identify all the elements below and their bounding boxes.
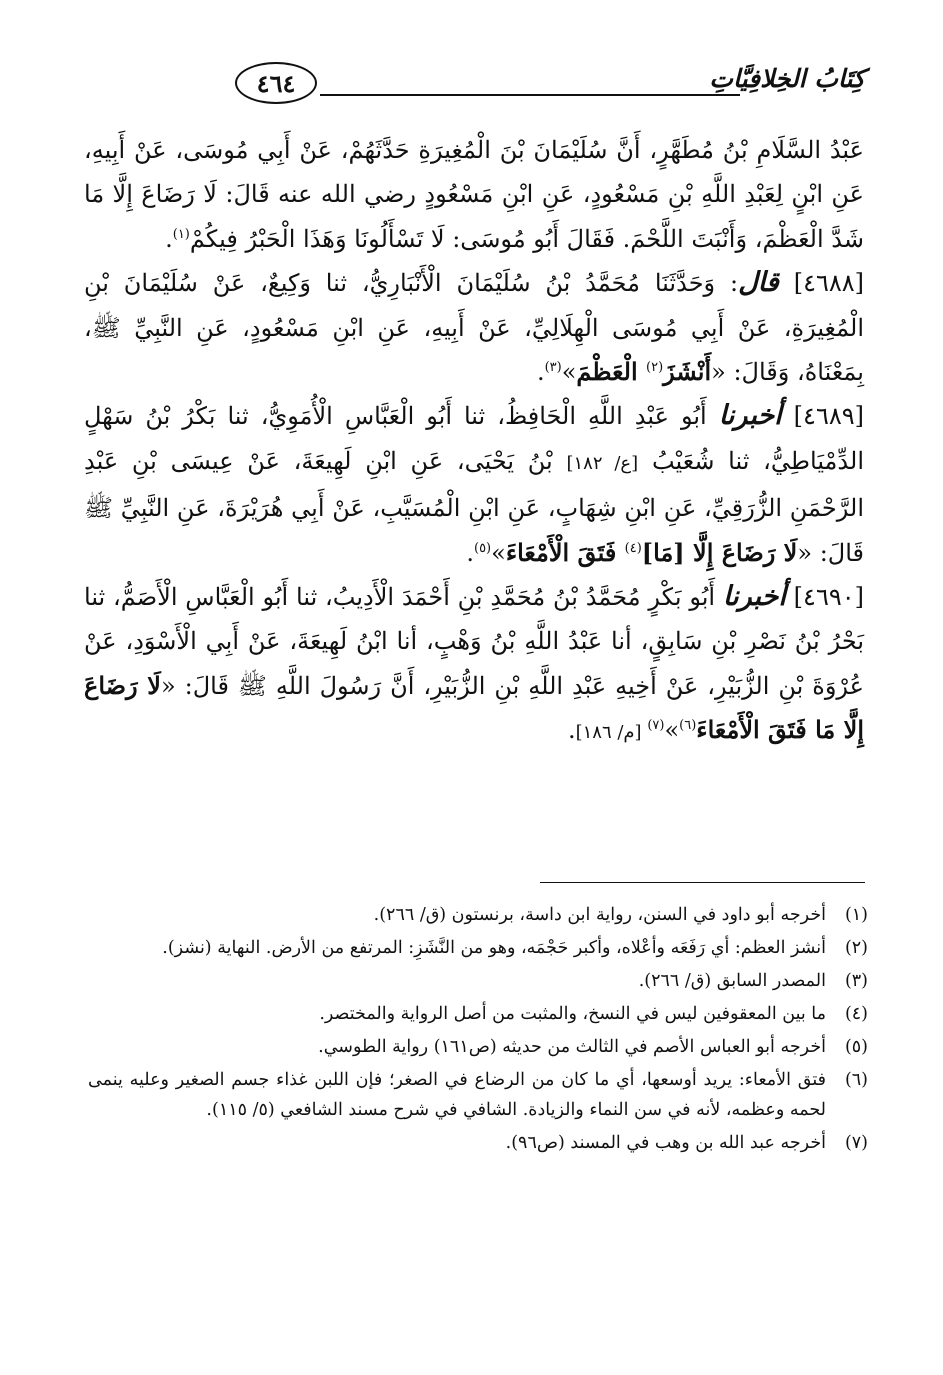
footnote-item	[88, 933, 868, 963]
footnote-number: (٣)	[844, 971, 868, 991]
narration-intro: أخبرنا	[722, 581, 786, 613]
footnote-item	[88, 1128, 868, 1158]
main-text	[84, 128, 864, 756]
manuscript-reference: [ع/ ١٨٢]	[566, 452, 639, 474]
paragraph-text: أَبُو عَبْدِ اللَّهِ الْحَافِظُ، ثنا أَبُو الْعَبَّاسِ الْأُمَوِيُّ، ثنا بَكْرُ بْنُ سَهْلٍ الدِّمْيَاطِيُّ، ثنا شُعَيْبُ	[84, 402, 864, 475]
hadith-quote: الْعَظْمَ	[576, 357, 646, 387]
footnote-marker: (١)	[172, 226, 190, 242]
footnote-marker: (٤)	[624, 540, 642, 556]
paragraph-text: : وَحَدَّثَنَا مُحَمَّدُ بْنُ سُلَيْمَانَ الْأَنْبَارِيُّ، ثنا وَكِيعٌ، عَنْ سُلَيْمَانَ بْنِ الْمُغِيرَةِ، عَنْ أَبِي مُوسَى الْهِلَالِيِّ، عَنْ أَبِيهِ، عَنِ ابْنِ مَسْعُودٍ، عَنِ النَّبِيِّ ﷺ، بِمَعْنَاهُ، وَقَالَ: «	[84, 269, 864, 387]
footnote-text: المصدر السابق (ق/ ٢٦٦).	[638, 971, 826, 991]
narration-intro: قال	[738, 267, 779, 299]
hadith-number: [٤٦٨٩]	[793, 402, 864, 431]
footnote-item	[88, 1032, 868, 1062]
footnote-number: (٢)	[844, 938, 868, 958]
footnote-text: فتق الأمعاء: يريد أوسعها، أي ما كان من الرضاع في الصغر؛ فإن اللبن غذاء جسم الصغير وعليه ينمى لحمه وعظمه، لأنه في سن النماء والزيادة. الشافي في شرح مسند الشافعي (٥/ ١١٥).	[88, 1070, 826, 1120]
paragraph-text: بْنُ يَحْيَى، عَنِ ابْنِ لَهِيعَةَ، عَنْ عِيسَى بْنِ عَبْدِ الرَّحْمَنِ الزُّرَقِيِّ، عَنِ ابْنِ شِهَابٍ، عَنِ ابْنِ الْمُسَيَّبِ، عَنْ أَبِي هُرَيْرَةَ، عَنِ النَّبِيِّ ﷺ قَالَ: «	[84, 446, 864, 567]
running-header	[85, 58, 865, 108]
footnote-marker: (٢)	[646, 360, 664, 376]
footnote-text: أخرجه أبو داود في السنن، رواية ابن داسة، برنستون (ق/ ٢٦٦).	[373, 905, 826, 925]
footnote-text: أنشز العظم: أي رَفَعَه وأعْلاه، وأكبر حَجْمَه، وهو من النَّشَزِ: المرتفع من الأرض. النهاية (نشز).	[162, 938, 826, 958]
quote-close: »	[664, 716, 680, 745]
hadith-number: [٤٦٨٨]	[793, 269, 864, 298]
page-number-badge: ٤٦٤	[235, 62, 317, 104]
sentence-end: .	[536, 358, 545, 387]
footnote-marker: (٧)	[647, 718, 665, 734]
footnote-number: (١)	[844, 905, 868, 925]
footnote-number: (٤)	[844, 1004, 868, 1024]
quote-close: »	[491, 538, 506, 567]
footnotes	[88, 900, 868, 1161]
footnote-item	[88, 966, 868, 996]
sentence-end: .	[466, 538, 474, 567]
hadith-4690	[84, 575, 864, 756]
hadith-4688	[84, 261, 864, 394]
footnote-text: ما بين المعقوفين ليس في النسخ، والمثبت من أصل الرواية والمختصر.	[319, 1004, 826, 1024]
hadith-number: [٤٦٩٠]	[793, 583, 864, 612]
manuscript-reference: [م/ ١٨٦]	[575, 722, 648, 744]
narration-intro: أخبرنا	[718, 400, 782, 432]
hadith-4689	[84, 394, 864, 575]
footnote-number: (٧)	[844, 1133, 868, 1153]
quote-close: »	[561, 358, 577, 387]
footnote-marker: (٦)	[679, 718, 697, 734]
sentence-end: .	[567, 716, 576, 745]
footnote-number: (٥)	[844, 1037, 868, 1057]
paragraph-text: عَبْدُ السَّلَامِ بْنُ مُطَهَّرٍ، أَنَّ سُلَيْمَانَ بْنَ الْمُغِيرَةِ حَدَّثَهُمْ، عَنْ أَبِي مُوسَى، عَنْ أَبِيهِ، عَنِ ابْنٍ لِعَبْدِ اللَّهِ بْنِ مَسْعُودٍ، عَنِ ابْنِ مَسْعُودٍ رضي الله عنه قَالَ: لَا رَضَاعَ إِلَّا مَا شَدَّ الْعَظْمَ، وَأَنْبَتَ اللَّحْمَ. فَقَالَ أَبُو مُوسَى: لَا تَسْأَلُونَا وَهَذَا الْحَبْرُ فِيكُمْ	[84, 136, 864, 253]
hadith-quote: أَنْشَزَ	[663, 357, 712, 387]
paragraph-continuation: عَبْدُ السَّلَامِ بْنُ مُطَهَّرٍ، أَنَّ سُلَيْمَانَ بْنَ الْمُغِيرَةِ حَدَّثَهُمْ، عَنْ أَبِي مُوسَى، عَنْ أَبِيهِ، عَنِ ابْنٍ لِعَبْدِ اللَّهِ بْنِ مَسْعُودٍ، عَنِ ابْنِ مَسْعُودٍ رضي الله عنه قَالَ: لَا رَضَاعَ إِلَّا مَا شَدَّ الْعَظْمَ، وَأَنْبَتَ اللَّحْمَ. فَقَالَ أَبُو مُوسَى: لَا تَسْأَلُونَا وَهَذَا الْحَبْرُ فِيكُمْ$^{(١)}$.	[84, 136, 864, 253]
footnote-item	[88, 1065, 868, 1125]
footnote-marker: (٣)	[544, 360, 562, 376]
paragraph-text: أَبُو بَكْرٍ مُحَمَّدُ بْنُ مُحَمَّدِ بْنِ أَحْمَدَ الْأَدِيبُ، ثنا أَبُو الْعَبَّاسِ الْأَصَمُّ، ثنا بَحْرُ بْنُ نَصْرِ بْنِ سَابِقٍ، أنا عَبْدُ اللَّهِ بْنُ وَهْبٍ، أنا ابْنُ لَهِيعَةَ، عَنْ أَبِي الْأَسْوَدِ، عَنْ عُرْوَةَ بْنِ الزُّبَيْرِ، عَنْ أَخِيهِ عَبْدِ اللَّهِ بْنِ الزُّبَيْرِ، أَنَّ رَسُولَ اللَّهِ ﷺ قَالَ: «	[84, 583, 864, 700]
hadith-quote: لَا رَضَاعَ إِلَّا مَا فَتَقَ الْأَمْعَاءَ	[84, 670, 864, 745]
hadith-quote: لَا رَضَاعَ إِلَّا [مَا]	[641, 537, 798, 567]
footnote-item	[88, 999, 868, 1029]
footnote-separator	[540, 882, 865, 883]
footnote-marker: (٥)	[473, 540, 492, 556]
hadith-quote: فَتَقَ الْأَمْعَاءَ	[505, 537, 625, 567]
footnote-number: (٦)	[844, 1070, 868, 1090]
header-rule	[320, 94, 740, 96]
book-title: كِتَابُ الخِلافِيَّاتِ	[709, 64, 865, 93]
footnote-item	[88, 900, 868, 930]
footnote-text: أخرجه أبو العباس الأصم في الثالث من حديثه (ص١٦١) رواية الطوسي.	[318, 1037, 826, 1057]
footnote-text: أخرجه عبد الله بن وهب في المسند (ص٩٦).	[505, 1133, 826, 1153]
